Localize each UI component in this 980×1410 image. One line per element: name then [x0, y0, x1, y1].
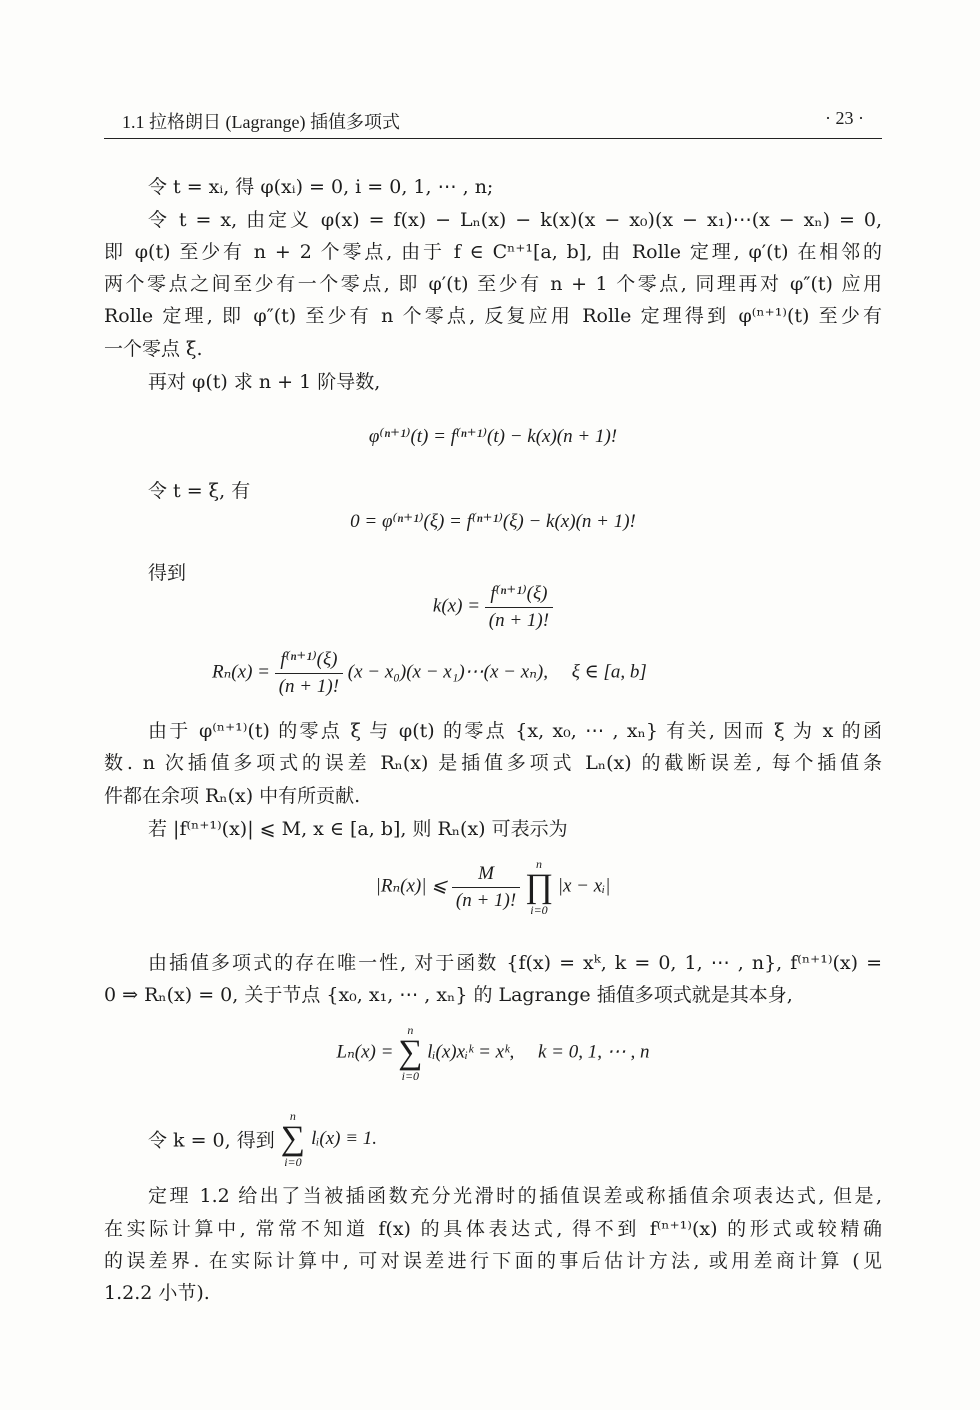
- page-number: · 23 ·: [825, 108, 864, 128]
- text-line: 0 ⇒ Rₙ(x) = 0, 关于节点 {x₀, x₁, ⋯ , xₙ} 的 Lagrange 插值多项式就是其本身,: [104, 984, 793, 1006]
- l16-pre: 令 k = 0, 得到: [148, 1129, 275, 1152]
- text-line: 令 t = ξ, 有: [148, 480, 251, 502]
- sum-operator: [398, 1024, 422, 1082]
- eq5-denominator: (n + 1)!: [455, 889, 517, 911]
- eq5-rhs: |x − xᵢ|: [557, 875, 611, 897]
- text-line: 两个零点之间至少有一个零点, 即 φ′(t) 至少有 n + 1 个零点, 同理再对 φ″(t) 应用: [104, 273, 882, 295]
- sum-symbol: ∑: [398, 1034, 423, 1071]
- text-line-with-sum: [104, 1110, 882, 1168]
- text-line: 数. n 次插值多项式的误差 Rₙ(x) 是插值多项式 Lₙ(x) 的截断误差, 每个插值条: [104, 752, 882, 774]
- eq3-numerator: f⁽ⁿ⁺¹⁾(ξ): [485, 582, 553, 608]
- eq5-numerator: M: [452, 863, 520, 888]
- text-line: 由于 φ⁽ⁿ⁺¹⁾(t) 的零点 ξ 与 φ(t) 的零点 {x, x₀, ⋯ , xₙ} 有关, 因而 ξ 为 x 的函: [148, 720, 882, 742]
- equation-3: [104, 582, 882, 632]
- sum-symbol: ∑: [280, 1120, 306, 1157]
- eq6-lhs: Lₙ(x) =: [336, 1041, 394, 1063]
- sum-upper-limit: n: [407, 1023, 414, 1037]
- product-lower-limit: i=0: [530, 903, 548, 917]
- text-line: 的误差界. 在实际计算中, 可对误差进行下面的事后估计方法, 或用差商计算 (见: [104, 1250, 882, 1272]
- sum-lower-limit: i=0: [401, 1069, 420, 1083]
- section-title: 1.1 拉格朗日 (Lagrange) 插值多项式: [122, 112, 400, 132]
- text-line: 由插值多项式的存在唯一性, 对于函数 {f(x) = xᵏ, k = 0, 1, ⋯ , n}, f⁽ⁿ⁺¹⁾(x) =: [148, 952, 882, 974]
- eq3-lhs: k(x) =: [432, 595, 481, 617]
- eq4-lhs: Rₙ(x) =: [212, 661, 270, 683]
- text-line: 一个零点 ξ.: [104, 338, 203, 360]
- product-operator: [525, 858, 553, 916]
- eq3-fraction: [485, 582, 553, 632]
- text-line: 令 t = x, 由定义 φ(x) = f(x) − Lₙ(x) − k(x)(x − x₀)(x − x₁)⋯(x − xₙ) = 0,: [148, 209, 882, 231]
- sum-operator: [281, 1110, 305, 1168]
- equation-5: [104, 858, 882, 916]
- eq5-fraction: [452, 863, 520, 912]
- eq4-fraction: [275, 648, 343, 698]
- text-line: 若 |f⁽ⁿ⁺¹⁾(x)| ⩽ M, x ∈ [a, b], 则 Rₙ(x) 可表示为: [148, 818, 568, 840]
- text-line: 定理 1.2 给出了当被插函数充分光滑时的插值误差或称插值余项表达式, 但是,: [148, 1185, 882, 1207]
- sum-lower-limit: i=0: [284, 1155, 302, 1169]
- equation-4: [212, 648, 647, 698]
- equation-2: 0 = φ⁽ⁿ⁺¹⁾(ξ) = f⁽ⁿ⁺¹⁾(ξ) − k(x)(n + 1)!: [350, 511, 636, 532]
- text-line: 令 t = xᵢ, 得 φ(xᵢ) = 0, i = 0, 1, ⋯ , n;: [148, 176, 494, 198]
- text-line: 在实际计算中, 常常不知道 f(x) 的具体表达式, 得不到 f⁽ⁿ⁺¹⁾(x) 的形式或较精确: [104, 1218, 882, 1240]
- eq4-denominator: (n + 1)!: [278, 676, 340, 697]
- text-line: 件都在余项 Rₙ(x) 中有所贡献.: [104, 785, 361, 807]
- eq4-numerator: f⁽ⁿ⁺¹⁾(ξ): [275, 648, 343, 674]
- eq3-denominator: (n + 1)!: [488, 610, 550, 631]
- text-line: 即 φ(t) 至少有 n + 2 个零点, 由于 f ∈ Cⁿ⁺¹[a, b], 由 Rolle 定理, φ′(t) 在相邻的: [104, 241, 882, 263]
- equation-1: φ⁽ⁿ⁺¹⁾(t) = f⁽ⁿ⁺¹⁾(t) − k(x)(n + 1)!: [368, 426, 618, 447]
- product-upper-limit: n: [535, 857, 542, 871]
- text-line: 再对 φ(t) 求 n + 1 阶导数,: [148, 371, 381, 393]
- eq4-rhs: (x − x₀)(x − x₁)⋯(x − xₙ), ξ ∈ [a, b]: [347, 661, 647, 683]
- text-line: 1.2.2 小节).: [104, 1282, 210, 1304]
- sum-upper-limit: n: [289, 1109, 296, 1123]
- running-header: [104, 104, 882, 139]
- eq6-rhs: lᵢ(x)xᵢᵏ = xᵏ, k = 0, 1, ⋯ , n: [427, 1041, 650, 1063]
- equation-6: [104, 1024, 882, 1082]
- text-line: Rolle 定理, 即 φ″(t) 至少有 n 个零点, 反复应用 Rolle 定理得到 φ⁽ⁿ⁺¹⁾(t) 至少有: [104, 305, 882, 327]
- eq5-lhs: |Rₙ(x)| ⩽: [375, 875, 448, 897]
- l16-post: lᵢ(x) ≡ 1.: [311, 1128, 378, 1149]
- product-symbol: ∏: [524, 868, 553, 905]
- text-line: 得到: [148, 562, 187, 584]
